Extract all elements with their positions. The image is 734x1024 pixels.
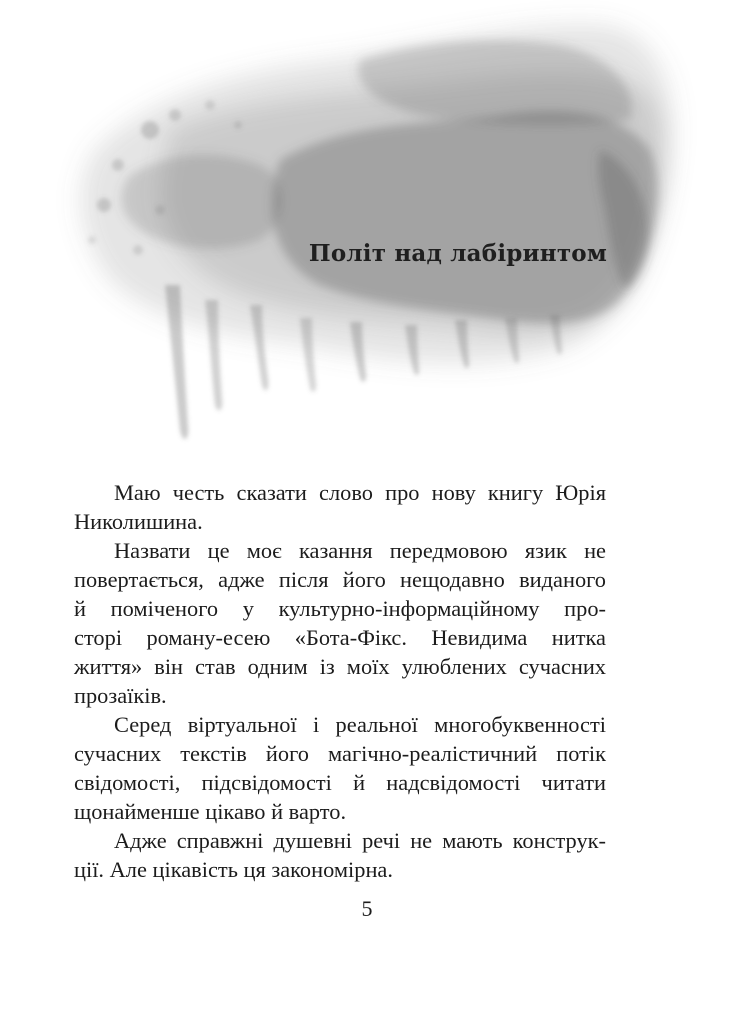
page-number: 5: [361, 896, 373, 921]
text-line: свідомості, підсвідомості й надсвідомості читати: [74, 770, 606, 795]
text-line: Назвати це моє казання передмовою язик не: [114, 538, 606, 563]
text-line: щонайменше цікаво й варто.: [74, 799, 347, 824]
text-line: Серед віртуальної і реальної многобуквенності: [114, 712, 606, 737]
chapter-title: Політ над лабіринтом: [308, 240, 607, 267]
text-line: й поміченого у культурно-інформаційному про-: [74, 596, 606, 621]
text-line: сучасних текстів його магічно-реалістичний потік: [74, 741, 606, 766]
watercolor-wash-illustration: [0, 0, 734, 470]
text-line: Николишина.: [74, 509, 203, 534]
text-line: ції. Але цікавість ця закономірна.: [74, 857, 393, 882]
text-line: сторі роману-есею «Бота-Фікс. Невидима нитка: [74, 625, 606, 650]
text-line: повертається, адже після його нещодавно виданого: [74, 567, 606, 592]
text-line: життя» він став одним із моїх улюблених сучасних: [74, 654, 606, 679]
text-line: Маю честь сказати слово про нову книгу Юрія: [114, 480, 606, 505]
body-text: [74, 478, 606, 884]
text-line: прозаїків.: [74, 683, 167, 708]
text-line: Адже справжні душевні речі не мають конструк-: [114, 828, 606, 853]
